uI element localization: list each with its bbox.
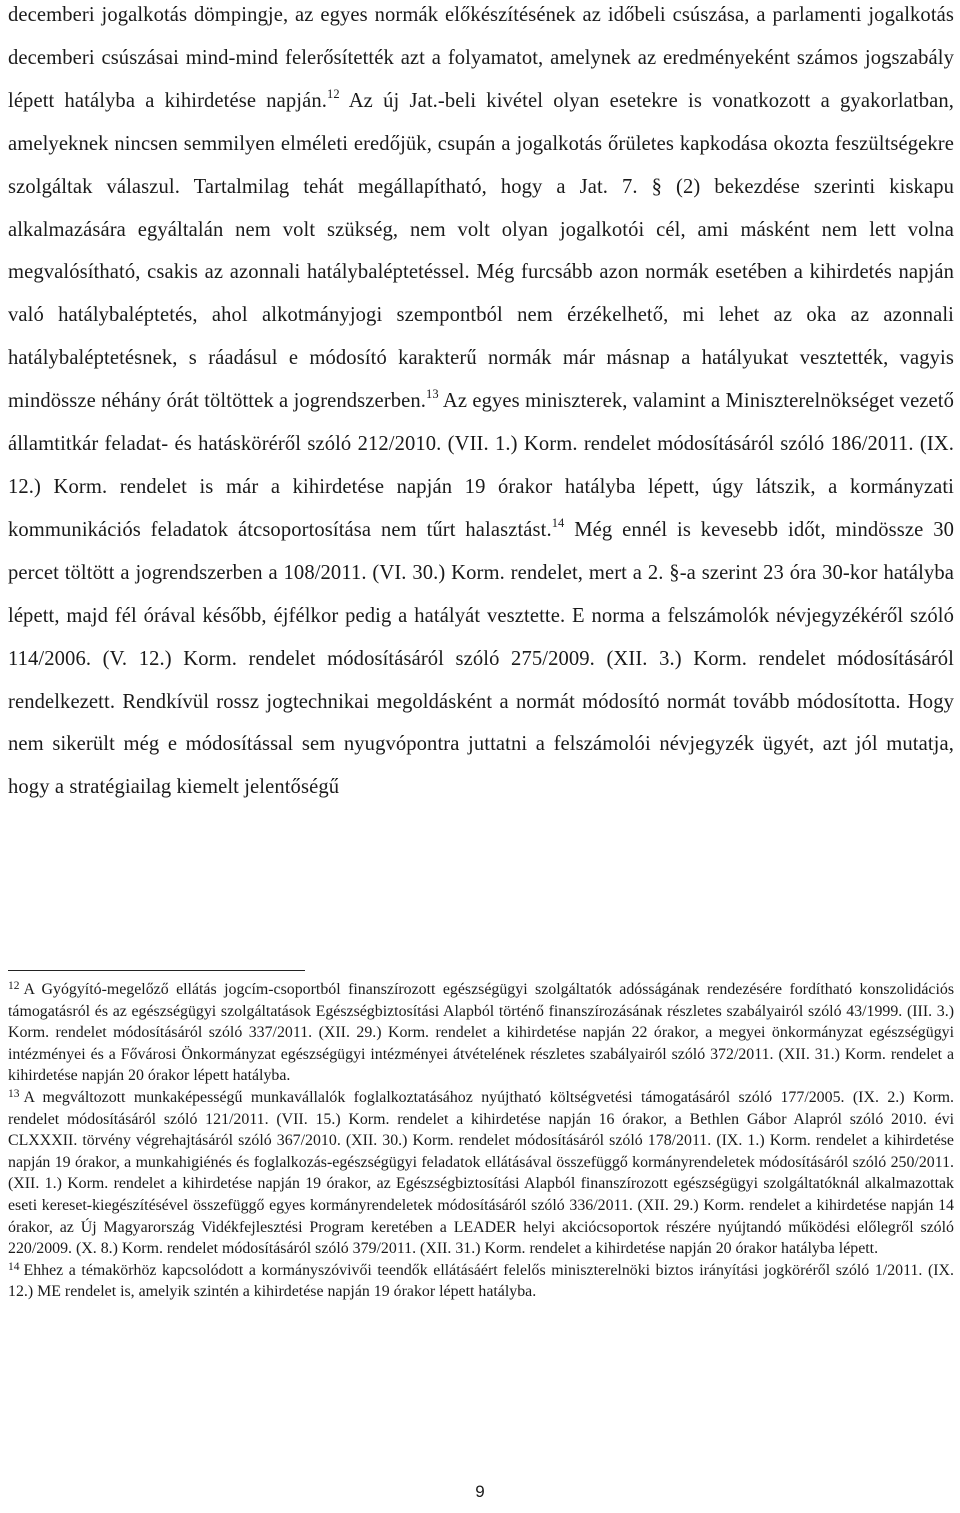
- footnote-number: 13: [8, 1087, 20, 1100]
- footnotes-section: [8, 979, 954, 1303]
- body-text-segment: Az új Jat.-beli kivétel olyan esetekre is vonatkozott a gyakorlatban, amelyeknek nincsen semmilyen elméleti eredőjük, csupán a jogalkotás őrületes kapkodása okozta feszültségekre szolgáltak válaszul. Tartalmilag tehát megállapítható, hogy a Jat. 7. § (2) bekezdése szerinti kiskapu alkalmazására egyáltalán nem volt szükség, nem volt olyan jogalkotói cél, ami másként nem lett volna megvalósítható, csakis az azonnali hatálybaléptetéssel. Még furcsább azon normák esetében a kihirdetés napján való hatálybaléptetés, ahol alkotmányjogi szempontból nem érzékelhető, mi lehet az oka az azonnali hatálybaléptetésnek, s ráadásul e módosító karakterű normák már másnap a hatályukat vesztették, vagyis mindössze néhány órát töltöttek a jogrendszerben.: [8, 89, 954, 413]
- footnote: [8, 979, 954, 1087]
- footnote-reference[interactable]: 12: [326, 86, 340, 101]
- body-text-segment: Az egyes miniszterek, valamint a Miniszterelnökséget vezető államtitkár feladat- és hatásköréről szóló 212/2010. (VII. 1.) Korm. rendelet módosításáról szóló 186/2011. (IX. 12.) Korm. rendelet is már a kihirdetése napján 19 órakor hatályba lépett, úgy látszik, a kormányzati kommunikációs feladatok átcsoportosítása nem tűrt halasztást.: [8, 390, 955, 541]
- body-text-segment: decemberi jogalkotás dömpingje, az egyes normák előkészítésének az időbeli csúszása, a parlamenti jogalkotás decemberi csúszásai mind-mind felerősítették azt a folyamatot, amelynek az eredményeként számos jogszabály lépett hatályba a kihirdetése napján.: [8, 4, 954, 112]
- footnote-reference[interactable]: 14: [551, 515, 565, 530]
- footnote-text: Ehhez a témakörhöz kapcsolódott a kormányszóvivői teendők ellátásáért felelős miniszterelnöki biztos irányítási jogköréről szóló 1/2011. (IX. 12.) ME rendelet is, amelyik szintén a kihirdetése napján 19 órakor lépett hatályba.: [8, 1261, 954, 1301]
- footnote-number: 14: [8, 1260, 20, 1273]
- footnote-number: 12: [8, 980, 20, 992]
- footnote: [8, 1087, 954, 1260]
- footnote: [8, 1260, 954, 1303]
- body-text-segment: Még ennél is kevesebb időt, mindössze 30 percet töltött a jogrendszerben a 108/2011. (VI. 30.) Korm. rendelet, mert a 2. §-a szerint 23 óra 30-kor hatályba lépett, majd fél órával később, éjfélkor pedig a hatályát vesztette. E norma a felszámolók névjegyzékéről szóló 114/2006. (V. 12.) Korm. rendelet módosításáról szóló 275/2009. (XII. 3.) Korm. rendelet módosításáról rendelkezett. Rendkívül rossz jogtechnikai megoldásként a normát módosító normát tovább módosította. Hogy nem sikerült még e módosítással sem nyugvópontra juttatni a felszámolói névjegyzék ügyét, azt jól mutatja, hogy a stratégiailag kiemelt jelentőségű: [8, 518, 954, 799]
- footnote-separator: [8, 970, 305, 971]
- body-paragraph: [8, 0, 954, 809]
- footnote-reference[interactable]: 13: [426, 387, 439, 402]
- footnote-text: A megváltozott munkaképességű munkavállalók foglalkoztatásához nyújtható költségvetési támogatásáról szóló 177/2005. (IX. 2.) Korm. rendelet módosításáról szóló 121/2011. (VII. 15.) Korm. rendelet a kihirdetése napján 16 órakor, a Bethlen Gábor Alapról szóló 2010. évi CLXXXII. törvény végrehajtásáról szóló 367/2010. (XII. 30.) Korm. rendelet módosításáról szóló 178/2011. (IX. 1.) Korm. rendelet a kihirdetése napján 19 órakor, a munkahigiénés és foglalkozás-egészségügyi feladatok ellátásával összefüggő kormányrendeletek módosításáról szóló 250/2011. (XII. 1.) Korm. rendelet a kihirdetése napján 19 órakor, az Egészségbiztosítási Alapból finanszírozott egészségügyi szolgáltatóknál alkalmazottak eseti kereset-kiegészítésével összefüggő egyes kormányrendeletek módosításáról szóló 336/2011. (XII. 29.) Korm. rendelet a kihirdetése napján 14 órakor, az Új Magyarország Vidékfejlesztési Program keretében a LEADER helyi akciócsoportok részére nyújtandó működési előlegről szóló 220/2009. (X. 8.) Korm. rendelet módosításáról szóló 379/2011. (XII. 31.) Korm. rendelet a kihirdetése napján 20 órakor hatályba lépett.: [8, 1088, 954, 1258]
- footnote-text: A Gyógyító-megelőző ellátás jogcím-csoportból finanszírozott egészségügyi szolgáltatók adósságának rendezésére fordítható konszolidációs támogatásról és az egészségügyi szolgáltatások Egészségbiztosítási Alapból történő finanszírozásának részletes szabályairól szóló 43/1999. (III. 3.) Korm. rendelet módosításáról szóló 337/2011. (XII. 29.) Korm. rendelet a kihirdetése napján 22 órakor, a megyei önkormányzat egészségügyi intézményei és a Fővárosi Önkormányzat egészségügyi intézményei átvételének részletes szabályairól szóló 372/2011. (XII. 31.) Korm. rendelet a kihirdetése napján 20 órakor lépett hatályba.: [8, 981, 954, 1085]
- page-number: 9: [475, 1482, 485, 1501]
